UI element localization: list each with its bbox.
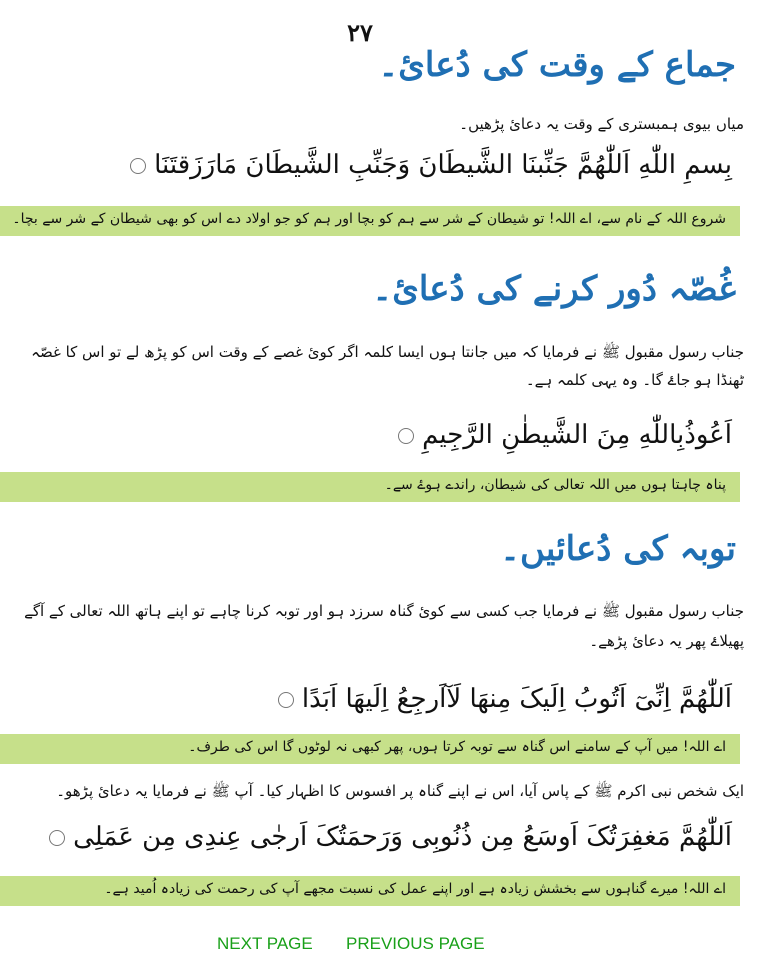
translation-text: پناہ چاہتا ہوں میں اللہ تعالی کی شیطان، راندے ہوۓ سے۔ [384, 477, 726, 493]
verse-end-icon [130, 158, 146, 174]
translation-band [0, 472, 740, 502]
translation-text: اے اللہ! میرے گناہوں سے بخشش زیادہ ہے اور اپنے عمل کی نسبت مجھے آپ کی رحمت کی زیادہ اُمید ہے۔ [104, 881, 726, 897]
next-page-link[interactable]: NEXT PAGE [217, 934, 313, 953]
arabic-dua-2 [20, 822, 732, 852]
arabic-dua [240, 684, 732, 714]
previous-page-link[interactable]: PREVIOUS PAGE [346, 934, 485, 953]
page-number: ٢٧ [347, 18, 373, 47]
translation-band [0, 734, 740, 764]
arabic-dua-text: اَعُوذُبِاللّٰهِ مِنَ الشَّيطٰنِ الرَّجِيمِ [422, 420, 732, 450]
translation-text: اے اللہ! میں آپ کے سامنے اس گناہ سے توبہ کرتا ہوں، پھر کبھی نہ لوٹوں گا اس کی طرف۔ [188, 739, 726, 755]
arabic-dua-text: اَللّٰهُمَّ مَغفِرَتُکَ اَوسَعُ مِن ذُنُوبِی وَرَحمَتُکَ اَرجٰی عِندِی مِن عَمَلِی [73, 822, 732, 852]
translation-band [0, 206, 740, 236]
verse-end-icon [398, 428, 414, 444]
translation-text: شروع اللہ کے نام سے، اے اللہ! تو شیطان کے شر سے ہم کو بچا اور ہم کو جو اولاد دے اس کو بھی شیطان کے شر سے بچا۔ [12, 211, 726, 227]
section-instruction: میاں بیوی ہمبستری کے وقت یہ دعائ پڑھیں۔ [459, 115, 744, 133]
section-heading-anger: غُصّہ دُور کرنے کی دُعائ۔ [372, 269, 736, 309]
arabic-dua [370, 420, 732, 450]
arabic-dua-text: بِسمِ اللّٰهِ اَللّٰهُمَّ جَنِّبنَا الشَّيطَانَ وَجَنِّبِ الشَّيطَانَ مَارَزَقتَنَا [154, 150, 732, 180]
arabic-dua-text: اَللّٰهُمَّ اِنِّیٓ اَتُوبُ اِلَيکَ مِنهَا لَآاَرجِعُ اِلَيهَا اَبَدًا [301, 684, 732, 714]
verse-end-icon [278, 692, 294, 708]
section-instruction: جناب رسول مقبول ﷺ نے فرمایا کہ میں جانتا ہوں ایسا کلمہ اگر کوئ غصے کے وقت اس کو پڑھ لے تو اس کا غصّہ ٹھنڈا ہو جاۓ گا۔ وہ یہی کلمہ ہے۔ [31, 343, 744, 389]
arabic-dua [100, 150, 732, 180]
section-heading-repentance: توبہ کی دُعائیں۔ [500, 529, 736, 569]
section-heading-intercourse: جماع کے وقت کی دُعائ۔ [378, 45, 736, 85]
section-instruction-2: ایک شخص نبی اکرم ﷺ کے پاس آیا، اس نے اپنے گناہ پر افسوس کا اظہار کیا۔ آپ ﷺ نے فرمایا یہ دعائ پڑھو۔ [56, 782, 744, 800]
verse-end-icon [49, 830, 65, 846]
section-instruction: جناب رسول مقبول ﷺ نے فرمایا جب کسی سے کوئ گناہ سرزد ہو اور توبہ کرنا چاہے تو اپنے ہاتھ اللہ تعالی کے آگے پھیلاۓ پھر یہ دعائ پڑھے۔ [24, 602, 744, 650]
translation-band [0, 876, 740, 906]
